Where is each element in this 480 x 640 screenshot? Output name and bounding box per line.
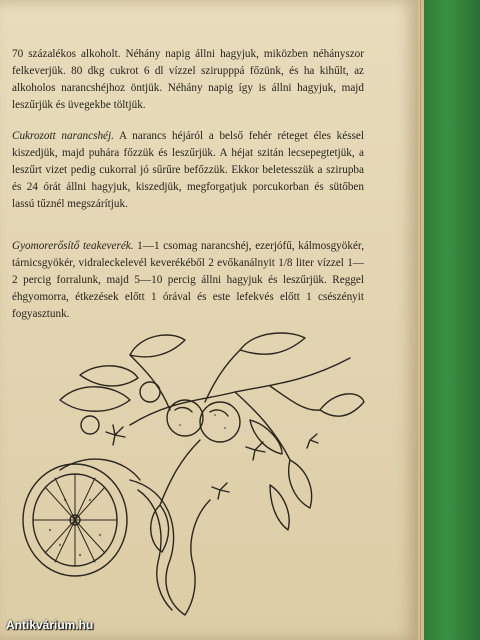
paragraph-text: 1—1 csomag narancshéj, ezerjófű, kálmosgyökér, tárnicsgyökér, vidraleckelevél keverékéből 2 evőkanálnyit 1/8 liter vízzel 1—2 percig forralunk, majd 5—10 percig állni hagyjuk és leszűrjük. Reggel éhgyomorra, étkezések előtt 1 órával és este lefekvés előtt 1 csészényit fogyasztunk.	[12, 240, 364, 320]
paragraph-text: 70 százalékos alkoholt. Néhány napig állni hagyjuk, miközben néhányszor felkeverjük. 80 dkg cukrot 6 dl vízzel szirupppá főzünk, és ha kihűlt, az alkoholos narancshéjhoz öntjük. Néhány napig így is állni hagyjuk, majd leszűrjük és üvegekbe töltjük.	[12, 48, 364, 111]
watermark-text: Antikvárium.hu	[6, 618, 94, 632]
book-cover-edge	[424, 0, 480, 640]
paragraph-candied-peel	[12, 128, 364, 213]
orange-branch-illustration-icon	[20, 330, 365, 622]
recipe-title: Cukrozott narancshéj.	[12, 130, 114, 142]
recipe-title: Gyomorerősítő teakeverék.	[12, 240, 134, 252]
paragraph-text: A narancs héjáról a belső fehér réteget éles késsel kiszedjük, majd puhára főzzük és leszűrjük. A héjat szitán lecsepegtetjük, a leszűrt vizet pedig cukorral jó sűrűre befőzzük. Ekkor beletesszük a szirupba és 24 órát állni hagyjuk, kiszedjük, megforgatjuk porcukorban és sütőben lassú tűznél megszárítjuk.	[12, 130, 364, 210]
paragraph-stomach-tea	[12, 238, 364, 323]
paragraph-continued	[12, 46, 364, 114]
